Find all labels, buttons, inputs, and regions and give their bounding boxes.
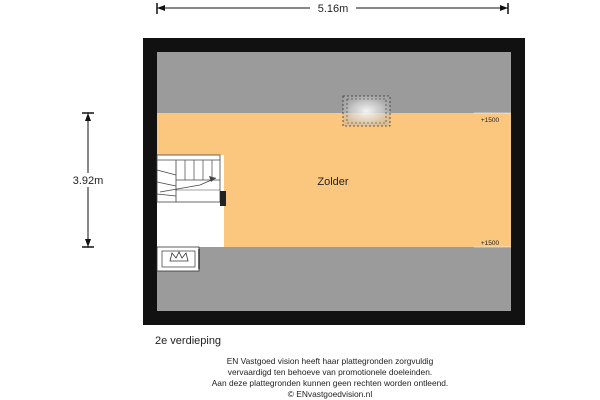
boiler-unit <box>157 247 199 271</box>
height-marker-top: +1500 <box>480 117 500 124</box>
room-label-zolder: Zolder <box>317 176 349 188</box>
height-label: 3.92m <box>72 175 104 187</box>
width-label: 5.16m <box>317 3 349 15</box>
height-marker-bottom: +1500 <box>480 240 500 247</box>
height-dimension <box>64 113 112 247</box>
disclaimer <box>0 356 600 400</box>
disclaimer-line-4: © ENvastgoedvision.nl <box>287 389 373 399</box>
disclaimer-line-1: EN Vastgoed vision heeft haar plattegronden zorgvuldig <box>226 356 434 366</box>
width-dimension <box>157 1 508 15</box>
disclaimer-line-2: vervaardigd ten behoeve van promotionele doeleinden. <box>227 367 433 377</box>
skylight <box>343 96 390 126</box>
floor-label: 2e verdieping <box>155 335 222 347</box>
disclaimer-line-3: Aan deze plattegronden kunnen geen rechten worden ontleend. <box>211 378 449 388</box>
staircase <box>157 155 226 247</box>
